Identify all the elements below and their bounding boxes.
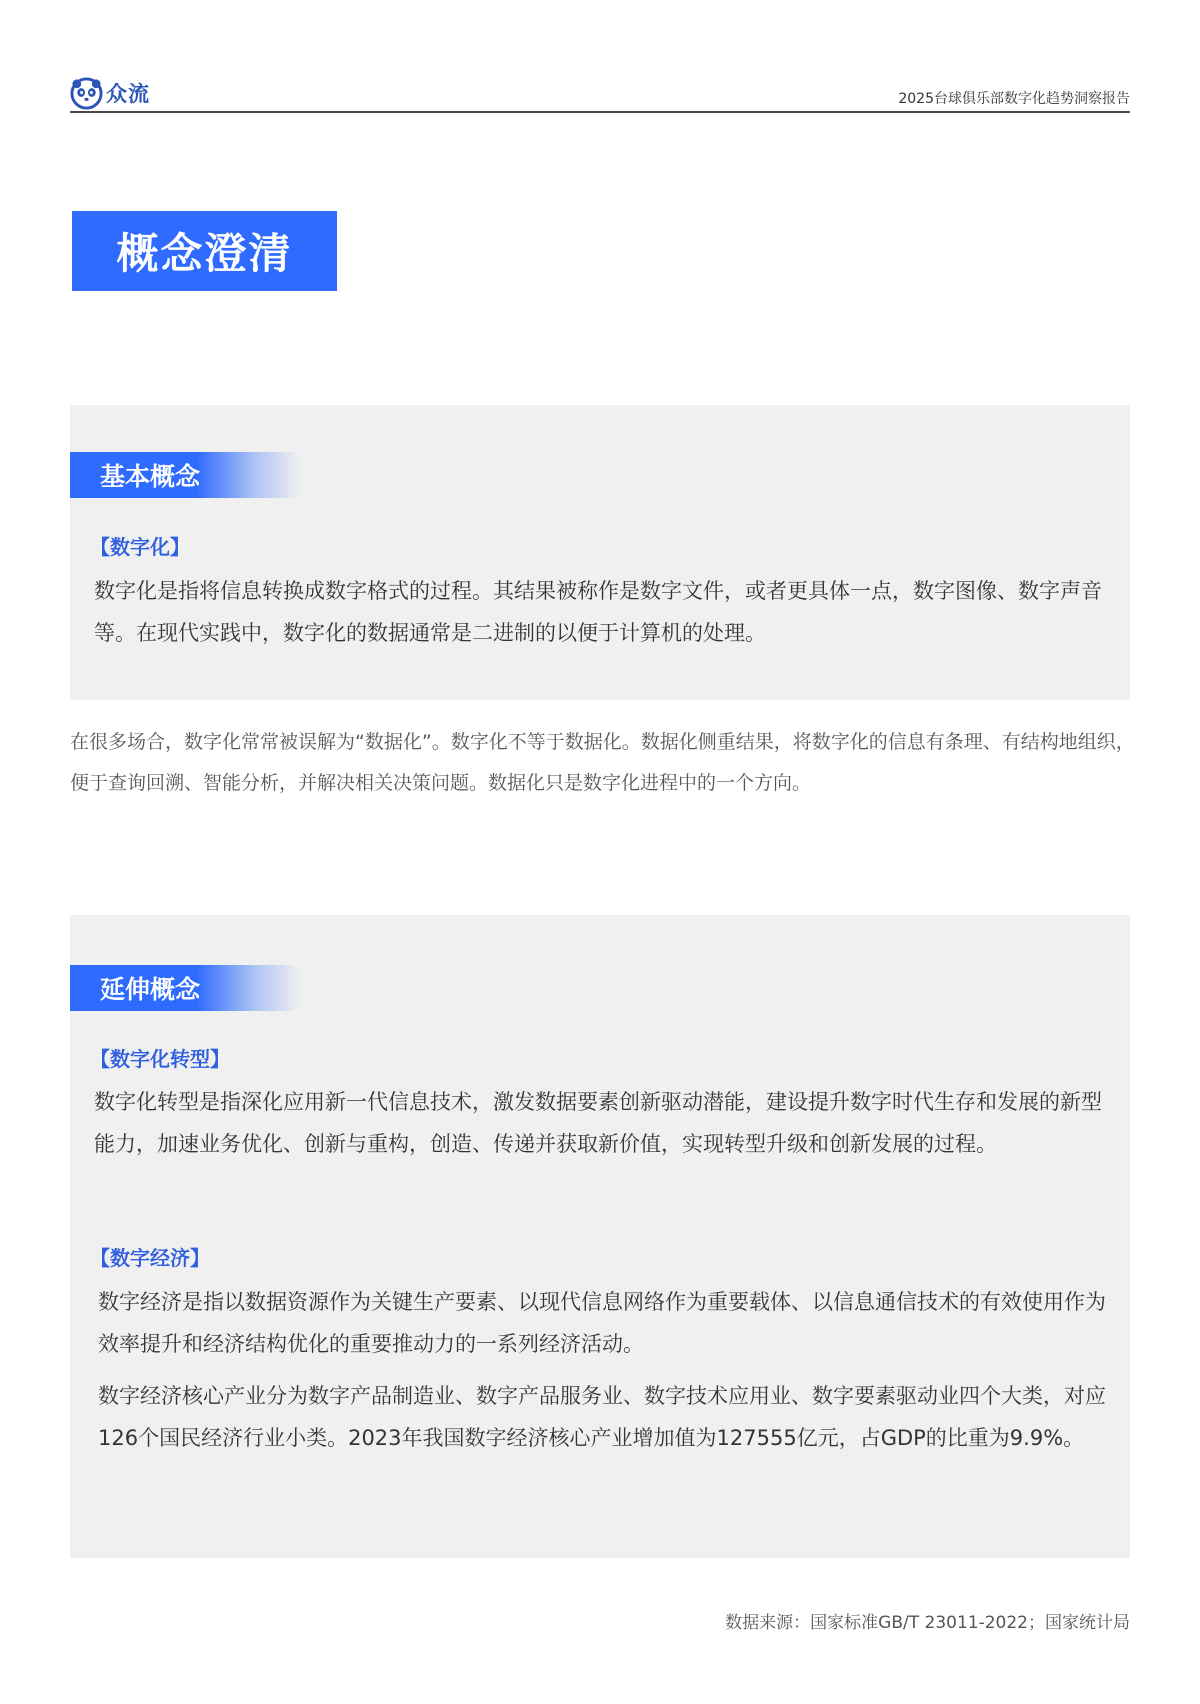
definition-digitization: 数字化是指将信息转换成数字格式的过程。其结果被称作是数字文件，或者更具体一点，数字图像、数字声音等。在现代实践中，数字化的数据通常是二进制的以便于计算机的处理。 <box>94 579 1102 645</box>
digital-economy-statistics: 数字经济核心产业分为数字产品制造业、数字产品服务业、数字技术应用业、数字要素驱动业四个大类，对应126个国民经济行业小类。2023年我国数字经济核心产业增加值为127555亿元，占GDP的比重为9.9%。 <box>98 1384 1106 1450</box>
clarification-note: 在很多场合，数字化常常被误解为“数据化”。数字化不等于数据化。数据化侧重结果，将数字化的信息有条理、有结构地组织，便于查询回溯、智能分析，并解决相关决策问题。数据化只是数字化进程中的一个方向。 <box>70 731 1135 794</box>
brand-logo <box>70 76 150 110</box>
basic-concept-panel <box>70 405 1130 700</box>
data-source: 数据来源：国家标准GB/T 23011-2022；国家统计局 <box>725 1613 1130 1633</box>
term-digital-economy: 【数字经济】 <box>90 1246 210 1270</box>
term-digital-transformation: 【数字化转型】 <box>90 1047 230 1071</box>
report-title: 2025台球俱乐部数字化趋势洞察报告 <box>898 91 1130 107</box>
page-title: 概念澄清 <box>72 211 337 291</box>
definition-digital-economy: 数字经济是指以数据资源作为关键生产要素、以现代信息网络作为重要载体、以信息通信技术的有效使用作为效率提升和经济结构优化的重要推动力的一系列经济活动。 <box>98 1290 1106 1356</box>
section-tag-extended: 延伸概念 <box>70 965 300 1011</box>
brand-name: 众流 <box>106 82 150 106</box>
term-digitization: 【数字化】 <box>90 535 190 559</box>
extended-concept-panel <box>70 915 1130 1558</box>
panda-logo-icon <box>70 77 103 110</box>
definition-digital-transformation: 数字化转型是指深化应用新一代信息技术，激发数据要素创新驱动潜能，建设提升数字时代生存和发展的新型能力，加速业务优化、创新与重构，创造、传递并获取新价值，实现转型升级和创新发展的过程。 <box>94 1090 1102 1156</box>
section-tag-basic: 基本概念 <box>70 452 300 498</box>
page-header <box>70 76 1130 113</box>
